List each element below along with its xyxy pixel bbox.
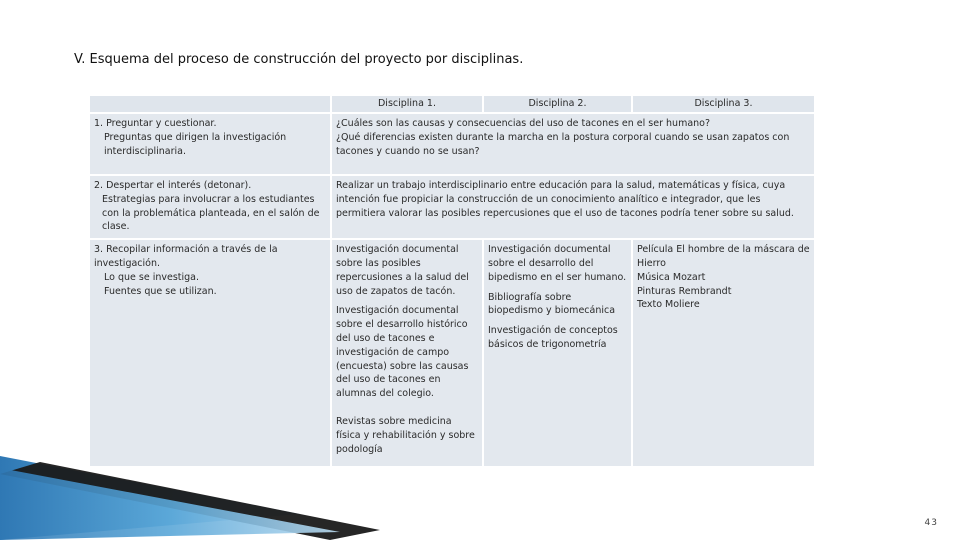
step-sub: Fuentes que se utilizan. <box>104 285 217 297</box>
process-table <box>88 94 816 468</box>
page-number: 43 <box>924 518 938 528</box>
step-cell <box>90 240 330 466</box>
d2-item: Investigación documental sobre el desarrollo del bipedismo en el ser humano. <box>488 244 627 283</box>
header-empty-cell <box>90 96 330 112</box>
wedge-light-shape <box>0 468 340 540</box>
header-discipline-3: Disciplina 3. <box>633 96 814 112</box>
discipline-1-cell <box>332 240 482 466</box>
step-sub: Lo que se investiga. <box>104 271 199 283</box>
table-header-row <box>90 96 814 112</box>
discipline-3-cell <box>633 240 814 466</box>
discipline-2-cell <box>484 240 631 466</box>
step-label: 1. Preguntar y cuestionar. <box>94 118 217 129</box>
question-2: ¿Qué diferencias existen durante la marcha en la postura corporal cuando se usan zapatos con tacones y cuando no se usan? <box>336 131 790 157</box>
step-label: 3. Recopilar información a través de la investigación. <box>94 244 278 269</box>
step-sub: Estrategias para involucrar a los estudiantes con la problemática planteada, en el salón de clase. <box>102 193 320 233</box>
table-row <box>90 114 814 174</box>
d1-item: Investigación documental sobre las posibles repercusiones a la salud del uso de zapatos de tacón. <box>336 244 469 297</box>
merged-disciplines-cell <box>332 114 814 174</box>
d2-item: Investigación de conceptos básicos de trigonometría <box>488 325 618 350</box>
d1-item: Investigación documental sobre el desarrollo histórico del uso de tacones e investigación de campo (encuesta) sobre las causas del uso de tacones en alumnas del colegio. <box>336 305 469 400</box>
d3-item: Texto Moliere <box>637 299 700 311</box>
question-1: ¿Cuáles son las causas y consecuencias del uso de tacones en el ser humano? <box>336 118 711 129</box>
intention-text: Realizar un trabajo interdisciplinario entre educación para la salud, matemáticas y física, cuya intención fue propiciar la construcción de un conocimiento analítico e integrador, que les permitiera valorar las posibles repercusiones que el uso de tacones podría tener sobre su salud. <box>336 180 794 219</box>
step-sub: Preguntas que dirigen la investigación <box>104 131 287 143</box>
d3-item: Pinturas Rembrandt <box>637 285 732 297</box>
header-discipline-1: Disciplina 1. <box>332 96 482 112</box>
d3-item: Música Mozart <box>637 271 706 283</box>
header-discipline-2: Disciplina 2. <box>484 96 631 112</box>
step-label: 2. Despertar el interés (detonar). <box>94 180 252 191</box>
step-sub: interdisciplinaria. <box>104 145 186 157</box>
d1-item: Revistas sobre medicina física y rehabilitación y sobre podología <box>336 415 475 455</box>
table-row <box>90 176 814 238</box>
decorative-wedge <box>0 450 520 540</box>
slide-title: V. Esquema del proceso de construcción del proyecto por disciplinas. <box>74 52 524 67</box>
step-cell <box>90 114 330 174</box>
step-cell <box>90 176 330 238</box>
merged-disciplines-cell <box>332 176 814 238</box>
table-row <box>90 240 814 466</box>
d2-item: Bibliografía sobre biopedismo y biomecánica <box>488 291 616 317</box>
d3-item: Película El hombre de la máscara de Hierro <box>637 244 810 269</box>
